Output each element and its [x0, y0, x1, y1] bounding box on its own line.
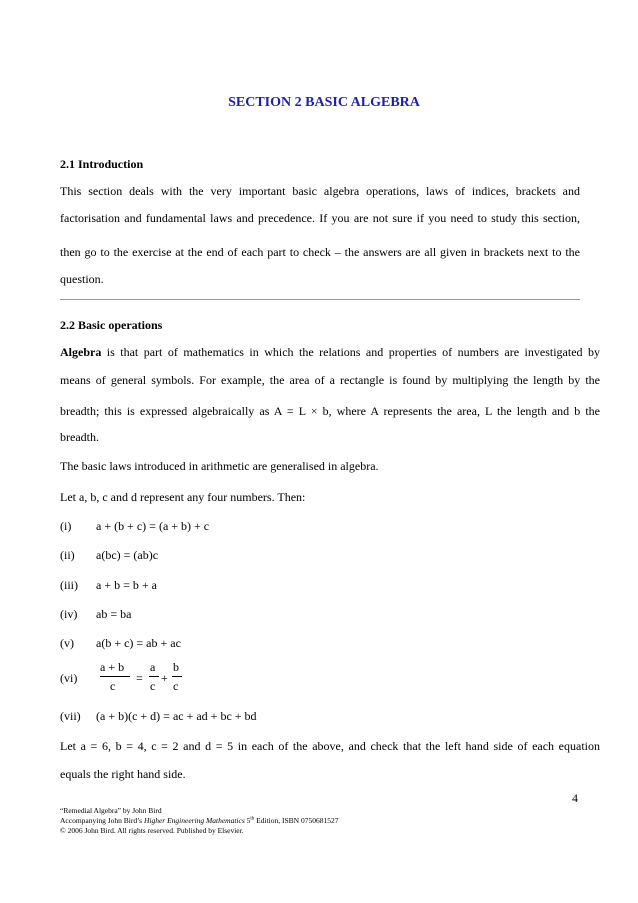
fraction-bar [149, 676, 159, 677]
law-equation: a + b = b + a [96, 578, 157, 592]
edition-superscript: th [250, 816, 255, 822]
fraction-numerator: a + b [100, 660, 125, 674]
law-equation: ab = ba [96, 607, 132, 621]
law-number: (vi) [60, 671, 78, 685]
fraction-numerator: b [173, 660, 179, 674]
footer-line-3: © 2006 John Bird. All rights reserved. Published by Elsevier. [60, 826, 244, 835]
law-number: (ii) [60, 548, 75, 562]
law-equation: (a + b)(c + d) = ac + ad + bc + bd [96, 709, 257, 723]
law-equation: a(bc) = (ab)c [96, 548, 159, 562]
algebra-line-3: breadth; this is expressed algebraically as A = L × b, where A represents the area, L the length and b the [60, 404, 600, 418]
law-number: (v) [60, 636, 74, 650]
footer-line-1: “Remedial Algebra” by John Bird [60, 806, 162, 815]
page-number: 4 [572, 791, 578, 805]
check-line-2: equals the right hand side. [60, 767, 186, 781]
footer-text: Edition, ISBN 0750681527 [254, 816, 339, 825]
book-title: Higher Engineering Mathematics [143, 816, 245, 825]
section-divider [60, 299, 580, 300]
algebra-term: Algebra [60, 345, 102, 359]
footer-text: Accompanying John Bird’s [60, 816, 144, 825]
fraction-a-over-c [149, 660, 161, 693]
law-equation: a + (b + c) = (a + b) + c [96, 519, 210, 533]
laws-intro: The basic laws introduced in arithmetic are generalised in algebra. [60, 459, 379, 473]
section-title: SECTION 2 BASIC ALGEBRA [228, 95, 420, 110]
algebra-line-4: breadth. [60, 430, 99, 444]
footer-line-2 [60, 816, 338, 825]
intro-line-1: This section deals with the very important basic algebra operations, laws of indices, brackets and [60, 184, 580, 198]
heading-introduction: 2.1 Introduction [60, 157, 144, 171]
check-line-1: Let a = 6, b = 4, c = 2 and d = 5 in each of the above, and check that the left hand side of each equation [60, 739, 600, 753]
footer-text: 5 [244, 816, 251, 825]
fraction-b-over-c [172, 660, 184, 693]
fraction-denominator: c [110, 679, 116, 693]
plus-sign: + [161, 671, 168, 685]
fraction-bar [172, 676, 182, 677]
intro-line-3: then go to the exercise at the end of each part to check – the answers are all given in brackets next to the [60, 245, 580, 259]
let-line: Let a, b, c and d represent any four numbers. Then: [60, 490, 306, 504]
law-number: (i) [60, 519, 72, 533]
fraction-a-plus-b-over-c [100, 660, 132, 693]
law-equation: a(b + c) = ab + ac [96, 636, 181, 650]
fraction-denominator: c [150, 679, 156, 693]
intro-line-2: factorisation and fundamental laws and precedence. If you are not sure if you need to study this section, [60, 211, 580, 225]
heading-basic-operations: 2.2 Basic operations [60, 318, 163, 332]
equals-sign: = [136, 671, 143, 685]
fraction-bar [100, 676, 130, 677]
law-number: (iv) [60, 607, 78, 621]
intro-line-4: question. [60, 272, 104, 286]
algebra-line-2: means of general symbols. For example, the area of a rectangle is found by multiplying the length by the [60, 373, 600, 387]
fraction-denominator: c [173, 679, 179, 693]
law-number: (vii) [60, 709, 81, 723]
algebra-line-1-text: is that part of mathematics in which the relations and properties of numbers are investigated by [101, 345, 600, 359]
fraction-numerator: a [150, 660, 156, 674]
law-number: (iii) [60, 578, 78, 592]
algebra-line-1 [60, 345, 600, 360]
